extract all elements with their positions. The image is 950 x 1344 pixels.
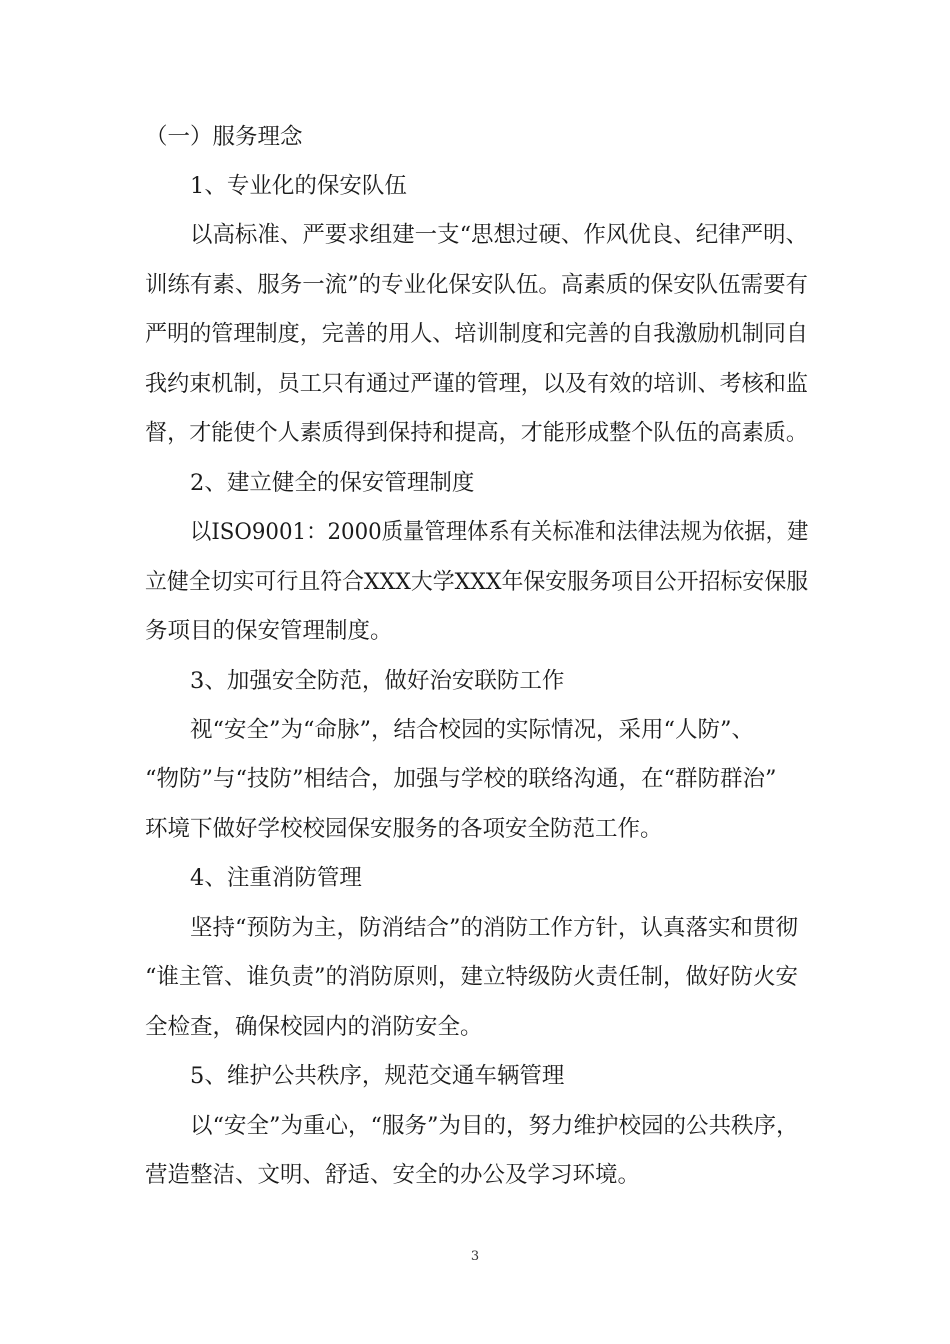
page-number: 3 <box>470 1249 480 1264</box>
section-5-title: 5、维护公共秩序，规范交通车辆管理 <box>190 1063 565 1089</box>
section-2-title: 2、建立健全的保安管理制度 <box>190 470 475 496</box>
section-1-line-4: 我约束机制，员工只有通过严谨的管理，以及有效的培训、考核和监 <box>145 371 809 397</box>
section-3-line-2: “物防”与“技防”相结合，加强与学校的联络沟通，在“群防群治” <box>145 766 777 792</box>
section-2-line-1: 以ISO9001：2000质量管理体系有关标准和法律法规为依据，建 <box>190 519 809 545</box>
section-1-line-5: 督，才能使个人素质得到保持和提高，才能形成整个队伍的高素质。 <box>145 420 809 446</box>
section-1-title: 1、专业化的保安队伍 <box>190 173 407 199</box>
section-1-line-3: 严明的管理制度，完善的用人、培训制度和完善的自我激励机制同自 <box>145 321 809 347</box>
section-1-line-2: 训练有素、服务一流”的专业化保安队伍。高素质的保安队伍需要有 <box>145 272 809 298</box>
section-4-line-3: 全检查，确保校园内的消防安全。 <box>145 1014 483 1040</box>
section-2-line-3: 务项目的保安管理制度。 <box>145 618 393 644</box>
section-2-line-2: 立健全切实可行且符合XXX大学XXX年保安服务项目公开招标安保服 <box>145 569 809 595</box>
section-5-line-1: 以“安全”为重心，“服务”为目的，努力维护校园的公共秩序， <box>190 1113 799 1139</box>
section-3-title: 3、加强安全防范，做好治安联防工作 <box>190 668 565 694</box>
section-1-line-1: 以高标准、严要求组建一支“思想过硬、作风优良、纪律严明、 <box>190 222 809 248</box>
section-heading: （一）服务理念 <box>145 124 303 150</box>
section-4-line-2: “谁主管、谁负责”的消防原则，建立特级防火责任制，做好防火安 <box>145 964 799 990</box>
section-4-title: 4、注重消防管理 <box>190 865 362 891</box>
section-3-line-1: 视“安全”为“命脉”，结合校园的实际情况，采用“人防”、 <box>190 717 755 743</box>
section-5-line-2: 营造整洁、文明、舒适、安全的办公及学习环境。 <box>145 1162 641 1188</box>
section-4-line-1: 坚持“预防为主，防消结合”的消防工作方针，认真落实和贯彻 <box>190 915 799 941</box>
section-3-line-3: 环境下做好学校校园保安服务的各项安全防范工作。 <box>145 816 663 842</box>
